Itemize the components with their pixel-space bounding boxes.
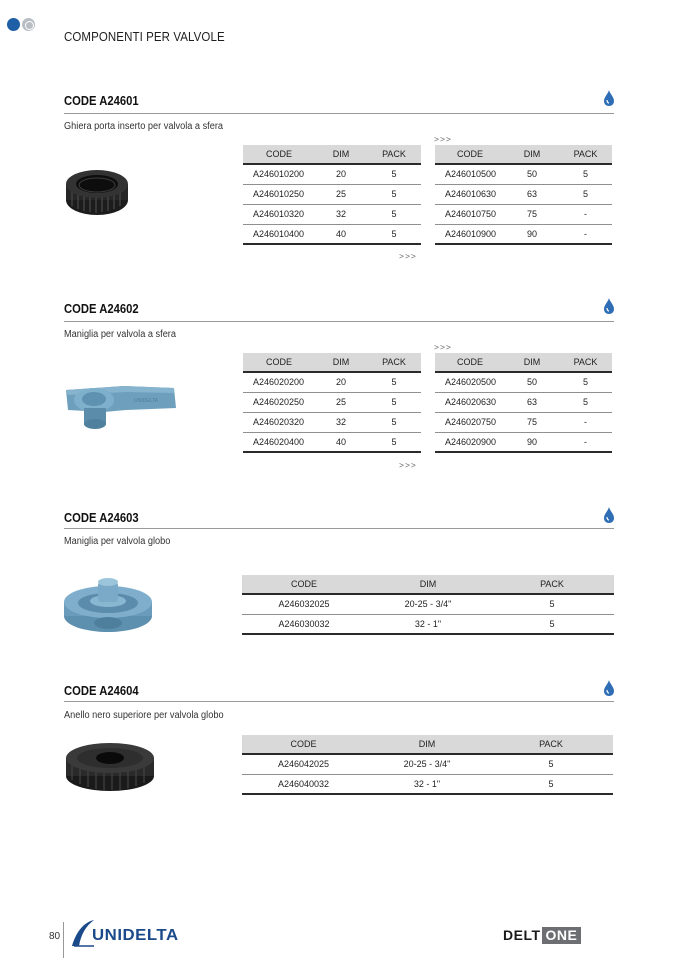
table-row <box>435 164 612 184</box>
cell-code: A246010200 <box>243 164 315 184</box>
cell-code: A246010900 <box>435 224 505 244</box>
cell-dim: 40 <box>315 432 367 452</box>
deltone-logo-part-a: DELT <box>503 927 541 943</box>
cell-code: A246010500 <box>435 164 505 184</box>
cell-pack: 5 <box>559 372 612 392</box>
section-title: CODE A24602 <box>64 302 139 316</box>
cell-pack: 5 <box>489 754 613 774</box>
title-divider <box>64 701 614 702</box>
title-divider <box>64 113 614 114</box>
cell-code: A246042025 <box>242 754 365 774</box>
table-row <box>243 204 421 224</box>
cell-pack: 5 <box>490 614 614 634</box>
section-a24603 <box>64 511 614 547</box>
cell-code: A246020250 <box>243 392 315 412</box>
col-header-pack: PACK <box>367 353 421 372</box>
cell-dim: 63 <box>505 184 559 204</box>
cell-dim: 63 <box>505 392 559 412</box>
col-header-pack: PACK <box>559 145 612 164</box>
col-header-pack: PACK <box>367 145 421 164</box>
cell-dim: 20 <box>315 372 367 392</box>
cell-code: A246020900 <box>435 432 505 452</box>
col-header-dim: DIM <box>365 735 489 754</box>
table-row <box>435 432 612 452</box>
cell-dim: 32 - 1" <box>365 774 489 794</box>
cell-code: A246030032 <box>242 614 366 634</box>
table-row <box>435 204 612 224</box>
water-drop-icon <box>604 680 614 696</box>
col-header-dim: DIM <box>505 353 559 372</box>
table-row <box>435 372 612 392</box>
cell-pack: - <box>559 204 612 224</box>
cell-pack: - <box>559 432 612 452</box>
table-row <box>435 224 612 244</box>
cell-dim: 50 <box>505 372 559 392</box>
blue-dot-icon <box>7 18 20 31</box>
col-header-dim: DIM <box>315 145 367 164</box>
table-row <box>435 392 612 412</box>
cell-dim: 50 <box>505 164 559 184</box>
footer-divider <box>63 922 64 958</box>
col-header-pack: PACK <box>559 353 612 372</box>
svg-text:UNIDELTA: UNIDELTA <box>134 398 158 404</box>
cell-code: A246032025 <box>242 594 366 614</box>
cell-pack: 5 <box>559 184 612 204</box>
water-drop-icon <box>604 507 614 523</box>
black-top-ring-image <box>64 738 156 794</box>
cell-pack: 5 <box>367 412 421 432</box>
blue-globe-valve-handwheel-image <box>62 574 154 636</box>
cell-dim: 75 <box>505 204 559 224</box>
col-header-code: CODE <box>243 145 315 164</box>
top-icons <box>7 18 35 31</box>
cell-pack: - <box>559 412 612 432</box>
title-divider <box>64 321 614 322</box>
cell-pack: 5 <box>559 392 612 412</box>
cell-pack: 5 <box>367 392 421 412</box>
col-header-code: CODE <box>242 575 366 594</box>
cell-dim: 90 <box>505 432 559 452</box>
cell-dim: 20-25 - 3/4" <box>365 754 489 774</box>
section-a24601 <box>64 94 614 132</box>
cell-code: A246010320 <box>243 204 315 224</box>
page-number: 80 <box>49 931 61 942</box>
cell-pack: 5 <box>367 372 421 392</box>
cell-pack: 5 <box>367 224 421 244</box>
col-header-pack: PACK <box>490 575 614 594</box>
cell-code: A246010750 <box>435 204 505 224</box>
cell-code: A246020320 <box>243 412 315 432</box>
more-arrows: >>> <box>399 460 417 470</box>
table-row <box>435 184 612 204</box>
cell-code: A246020500 <box>435 372 505 392</box>
table-row <box>243 392 421 412</box>
col-header-dim: DIM <box>366 575 490 594</box>
water-drop-icon <box>604 298 614 314</box>
cell-code: A246010630 <box>435 184 505 204</box>
page-title: COMPONENTI PER VALVOLE <box>64 30 225 44</box>
table-row <box>242 594 614 614</box>
cell-dim: 90 <box>505 224 559 244</box>
table-a24602-left <box>243 353 421 453</box>
table-row <box>242 614 614 634</box>
cell-code: A246040032 <box>242 774 365 794</box>
col-header-code: CODE <box>435 145 505 164</box>
table-row <box>242 754 613 774</box>
col-header-dim: DIM <box>505 145 559 164</box>
cell-pack: - <box>559 224 612 244</box>
cell-dim: 32 <box>315 412 367 432</box>
water-drop-icon <box>604 90 614 106</box>
table-row <box>243 224 421 244</box>
table-a24604 <box>242 735 613 795</box>
cell-code: A246020630 <box>435 392 505 412</box>
cell-pack: 5 <box>489 774 613 794</box>
section-title: CODE A24603 <box>64 511 139 525</box>
cell-code: A246010400 <box>243 224 315 244</box>
table-row <box>243 184 421 204</box>
table-row <box>243 412 421 432</box>
section-description: Maniglia per valvola a sfera <box>64 329 176 340</box>
table-a24601-left <box>243 145 421 245</box>
cell-dim: 25 <box>315 392 367 412</box>
section-description: Anello nero superiore per valvola globo <box>64 710 224 721</box>
cell-dim: 20 <box>315 164 367 184</box>
cell-dim: 32 - 1" <box>366 614 490 634</box>
cell-dim: 40 <box>315 224 367 244</box>
cell-pack: 5 <box>367 432 421 452</box>
cell-dim: 75 <box>505 412 559 432</box>
section-a24604 <box>64 684 614 721</box>
cell-code: A246010250 <box>243 184 315 204</box>
cell-pack: 5 <box>367 164 421 184</box>
brand-logo-text: UNIDELTA <box>92 927 179 944</box>
table-row <box>243 432 421 452</box>
cell-dim: 32 <box>315 204 367 224</box>
table-row <box>243 372 421 392</box>
section-description: Ghiera porta inserto per valvola a sfera <box>64 121 224 132</box>
table-a24603 <box>242 575 614 635</box>
section-description: Maniglia per valvola globo <box>64 536 171 547</box>
cell-code: A246020400 <box>243 432 315 452</box>
cell-code: A246020750 <box>435 412 505 432</box>
section-a24602 <box>64 302 614 340</box>
cell-code: A246020200 <box>243 372 315 392</box>
cell-pack: 5 <box>559 164 612 184</box>
deltone-logo-part-b: ONE <box>542 927 582 944</box>
more-arrows: >>> <box>434 342 452 352</box>
table-row <box>435 412 612 432</box>
section-title: CODE A24601 <box>64 94 139 108</box>
blue-ball-valve-handle-image <box>64 380 178 436</box>
cell-pack: 5 <box>367 204 421 224</box>
more-arrows: >>> <box>399 251 417 261</box>
cell-dim: 25 <box>315 184 367 204</box>
globe-icon <box>22 18 35 31</box>
cell-pack: 5 <box>367 184 421 204</box>
col-header-pack: PACK <box>489 735 613 754</box>
col-header-dim: DIM <box>315 353 367 372</box>
cell-pack: 5 <box>490 594 614 614</box>
section-title: CODE A24604 <box>64 684 139 698</box>
col-header-code: CODE <box>435 353 505 372</box>
title-divider <box>64 528 614 529</box>
table-row <box>242 774 613 794</box>
black-ring-nut-image <box>64 166 130 218</box>
table-a24601-right <box>435 145 612 245</box>
cell-dim: 20-25 - 3/4" <box>366 594 490 614</box>
deltone-logo <box>503 927 581 944</box>
table-row <box>243 164 421 184</box>
more-arrows: >>> <box>434 134 452 144</box>
table-a24602-right <box>435 353 612 453</box>
col-header-code: CODE <box>243 353 315 372</box>
col-header-code: CODE <box>242 735 365 754</box>
